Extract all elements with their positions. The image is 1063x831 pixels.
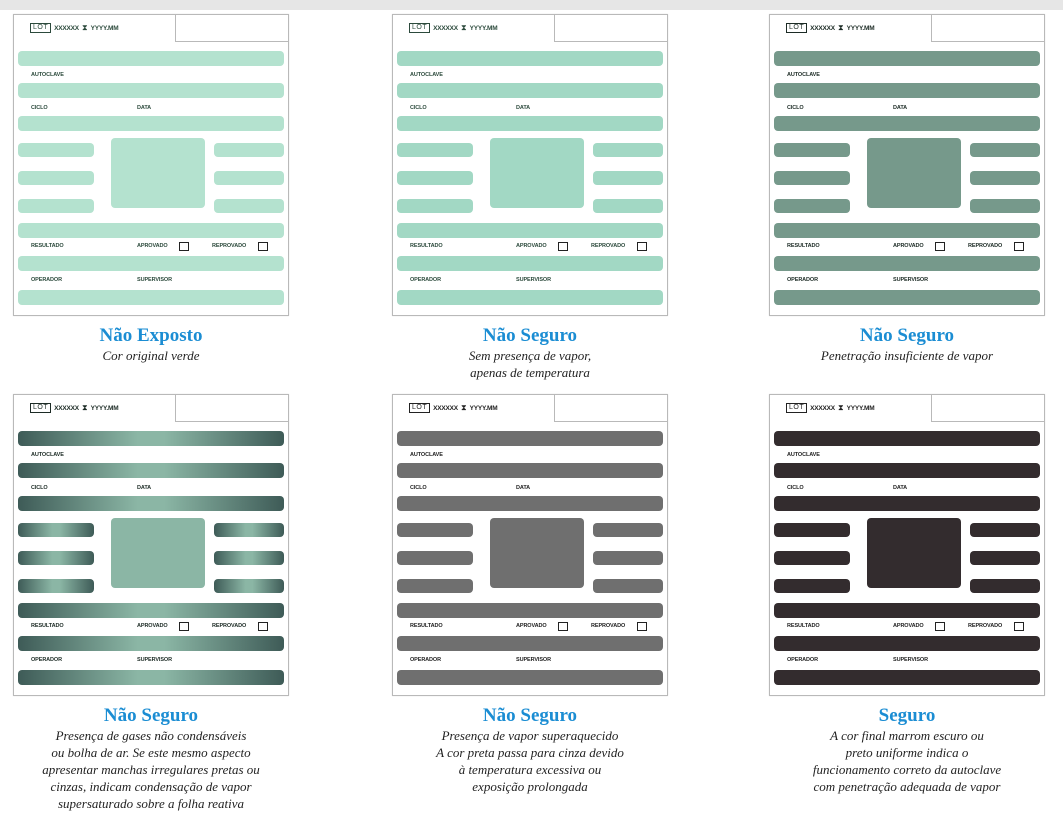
aprovado-checkbox[interactable] <box>179 622 189 631</box>
lot-label: LOT <box>409 23 430 33</box>
indicator-title: Não Seguro <box>482 325 578 346</box>
label-resultado: RESULTADO <box>31 243 64 249</box>
indicator-bar <box>18 223 284 238</box>
indicator-bar <box>18 171 94 185</box>
indicator-bar <box>18 579 94 593</box>
aprovado-checkbox[interactable] <box>179 242 189 251</box>
indicator-bar <box>18 636 284 651</box>
description-line: à temperatura excessiva ou <box>458 762 602 777</box>
indicator-bar <box>774 636 1040 651</box>
label-aprovado: APROVADO <box>137 623 168 629</box>
lot-row <box>30 403 118 413</box>
indicator-card <box>769 14 1045 316</box>
label-data: DATA <box>893 105 908 111</box>
description-line: supersaturado sobre a folha reativa <box>57 796 245 811</box>
description-line: preto uniforme indica o <box>845 745 969 760</box>
indicator-bar <box>397 143 473 157</box>
indicator-bar <box>774 223 1040 238</box>
lot-row <box>409 403 497 413</box>
indicator-patch <box>111 138 205 208</box>
lot-date: YYYY.MM <box>90 404 119 412</box>
indicator-bar <box>397 83 663 98</box>
label-supervisor: SUPERVISOR <box>516 277 551 283</box>
description-line: apresentar manchas irregulares pretas ou <box>42 762 260 777</box>
indicator-bar <box>774 603 1040 618</box>
indicator-bar <box>774 496 1040 511</box>
label-resultado: RESULTADO <box>787 243 820 249</box>
indicator-bar <box>774 51 1040 66</box>
label-operador: OPERADOR <box>410 277 441 283</box>
indicator-bar <box>18 551 94 565</box>
lot-row <box>786 403 874 413</box>
indicator-bar <box>18 51 284 66</box>
indicator-bar <box>18 431 284 446</box>
indicator-title: Não Seguro <box>859 325 955 346</box>
label-ciclo: CICLO <box>31 485 48 491</box>
indicator-title: Não Seguro <box>103 705 199 726</box>
indicator-bar <box>970 523 1040 537</box>
indicator-bar <box>397 603 663 618</box>
lot-date: YYYY.MM <box>846 404 875 412</box>
indicator-bar <box>970 579 1040 593</box>
indicator-title: Não Seguro <box>482 705 578 726</box>
label-ciclo: CICLO <box>787 105 804 111</box>
indicator-item <box>392 394 668 814</box>
indicator-bar <box>774 431 1040 446</box>
indicator-patch <box>490 138 584 208</box>
description-line: ou bolha de ar. Se este mesmo aspecto <box>51 745 251 760</box>
indicator-title: Seguro <box>878 705 936 726</box>
description-line: funcionamento correto da autoclave <box>812 762 1002 777</box>
label-resultado: RESULTADO <box>410 623 443 629</box>
lot-code: XXXXXX <box>54 404 79 412</box>
aprovado-checkbox[interactable] <box>558 622 568 631</box>
indicator-bar <box>397 290 663 305</box>
indicator-bar <box>970 199 1040 213</box>
description-line: Sem presença de vapor, <box>468 348 592 363</box>
indicator-bar <box>18 199 94 213</box>
indicator-title: Não Exposto <box>99 325 203 346</box>
description-line: cinzas, indicam condensação de vapor <box>50 779 252 794</box>
indicator-description <box>769 727 1045 795</box>
indicator-bar <box>774 199 850 213</box>
indicator-bar <box>18 143 94 157</box>
indicator-bar <box>397 579 473 593</box>
label-operador: OPERADOR <box>410 657 441 663</box>
lot-code: XXXXXX <box>433 24 458 32</box>
label-data: DATA <box>137 105 152 111</box>
indicator-bar <box>18 496 284 511</box>
indicator-item <box>13 14 289 434</box>
indicator-bar <box>397 670 663 685</box>
label-resultado: RESULTADO <box>31 623 64 629</box>
indicator-bar <box>774 290 1040 305</box>
indicator-bar <box>774 143 850 157</box>
indicator-bar <box>18 523 94 537</box>
label-supervisor: SUPERVISOR <box>516 657 551 663</box>
label-resultado: RESULTADO <box>787 623 820 629</box>
hourglass-icon: ⧗ <box>837 23 844 32</box>
label-data: DATA <box>137 485 152 491</box>
description-line: Penetração insuficiente de vapor <box>820 348 994 363</box>
indicator-bar <box>214 143 284 157</box>
indicator-bar <box>214 551 284 565</box>
label-reprovado: REPROVADO <box>591 243 626 249</box>
label-reprovado: REPROVADO <box>212 623 247 629</box>
lot-row <box>30 23 118 33</box>
indicator-item <box>769 394 1045 814</box>
label-resultado: RESULTADO <box>410 243 443 249</box>
indicator-description <box>392 727 668 795</box>
indicator-bar <box>970 171 1040 185</box>
indicator-bar <box>774 551 850 565</box>
indicator-bar <box>593 523 663 537</box>
label-autoclave: AUTOCLAVE <box>787 452 820 458</box>
lot-label: LOT <box>409 403 430 413</box>
lot-date: YYYY.MM <box>469 404 498 412</box>
label-data: DATA <box>516 485 531 491</box>
lot-label: LOT <box>30 23 51 33</box>
indicator-bar <box>970 143 1040 157</box>
lot-row <box>409 23 497 33</box>
description-line: com penetração adequada de vapor <box>813 779 1001 794</box>
indicator-bar <box>774 579 850 593</box>
label-autoclave: AUTOCLAVE <box>787 72 820 78</box>
label-supervisor: SUPERVISOR <box>893 277 928 283</box>
lot-date: YYYY.MM <box>90 24 119 32</box>
label-autoclave: AUTOCLAVE <box>410 72 443 78</box>
indicator-bar <box>214 199 284 213</box>
reprovado-checkbox[interactable] <box>637 242 647 251</box>
indicator-bar <box>397 496 663 511</box>
indicator-bar <box>774 463 1040 478</box>
hourglass-icon: ⧗ <box>837 403 844 412</box>
label-aprovado: APROVADO <box>516 623 547 629</box>
indicator-bar <box>593 551 663 565</box>
description-line: A cor final marrom escuro ou <box>830 728 984 743</box>
reprovado-checkbox[interactable] <box>258 622 268 631</box>
indicator-patch <box>490 518 584 588</box>
lot-code: XXXXXX <box>810 24 835 32</box>
indicator-card <box>13 394 289 696</box>
aprovado-checkbox[interactable] <box>935 622 945 631</box>
indicator-bar <box>397 116 663 131</box>
label-ciclo: CICLO <box>410 485 427 491</box>
label-ciclo: CICLO <box>410 105 427 111</box>
indicator-bar <box>397 171 473 185</box>
indicator-bar <box>214 579 284 593</box>
card-tab <box>554 14 668 42</box>
label-data: DATA <box>516 105 531 111</box>
indicator-bar <box>774 83 1040 98</box>
label-aprovado: APROVADO <box>893 623 924 629</box>
label-operador: OPERADOR <box>787 657 818 663</box>
top-strip <box>0 0 1063 10</box>
indicator-bar <box>397 51 663 66</box>
lot-code: XXXXXX <box>54 24 79 32</box>
indicator-bar <box>18 670 284 685</box>
lot-code: XXXXXX <box>433 404 458 412</box>
label-reprovado: REPROVADO <box>968 243 1003 249</box>
hourglass-icon: ⧗ <box>460 23 467 32</box>
card-tab <box>175 14 289 42</box>
lot-label: LOT <box>786 403 807 413</box>
lot-label: LOT <box>30 403 51 413</box>
label-reprovado: REPROVADO <box>212 243 247 249</box>
indicator-bar <box>774 256 1040 271</box>
aprovado-checkbox[interactable] <box>558 242 568 251</box>
aprovado-checkbox[interactable] <box>935 242 945 251</box>
indicator-patch <box>867 518 961 588</box>
indicator-card <box>392 394 668 696</box>
label-autoclave: AUTOCLAVE <box>31 452 64 458</box>
description-line: Cor original verde <box>102 348 200 363</box>
card-tab <box>931 394 1045 422</box>
indicator-bar <box>18 83 284 98</box>
indicator-description <box>769 347 1045 364</box>
lot-row <box>786 23 874 33</box>
label-operador: OPERADOR <box>31 277 62 283</box>
reprovado-checkbox[interactable] <box>258 242 268 251</box>
lot-label: LOT <box>786 23 807 33</box>
indicator-bar <box>774 670 1040 685</box>
indicator-bar <box>774 523 850 537</box>
label-aprovado: APROVADO <box>137 243 168 249</box>
indicator-description <box>13 347 289 364</box>
indicator-bar <box>397 523 473 537</box>
indicator-bar <box>397 551 473 565</box>
label-supervisor: SUPERVISOR <box>893 657 928 663</box>
indicator-item <box>13 394 289 814</box>
indicator-card <box>769 394 1045 696</box>
indicator-description <box>392 347 668 381</box>
indicator-bar <box>593 199 663 213</box>
label-reprovado: REPROVADO <box>968 623 1003 629</box>
description-line: exposição prolongada <box>472 779 588 794</box>
hourglass-icon: ⧗ <box>81 23 88 32</box>
label-reprovado: REPROVADO <box>591 623 626 629</box>
indicator-bar <box>397 199 473 213</box>
indicator-bar <box>18 603 284 618</box>
label-autoclave: AUTOCLAVE <box>31 72 64 78</box>
card-tab <box>554 394 668 422</box>
label-data: DATA <box>893 485 908 491</box>
indicator-bar <box>397 636 663 651</box>
description-line: A cor preta passa para cinza devido <box>436 745 624 760</box>
indicator-bar <box>593 579 663 593</box>
description-line: Presença de vapor superaquecido <box>441 728 619 743</box>
indicator-bar <box>397 463 663 478</box>
indicator-bar <box>397 256 663 271</box>
label-operador: OPERADOR <box>787 277 818 283</box>
description-line: Presença de gases não condensáveis <box>55 728 247 743</box>
lot-code: XXXXXX <box>810 404 835 412</box>
label-ciclo: CICLO <box>31 105 48 111</box>
reprovado-checkbox[interactable] <box>1014 622 1024 631</box>
indicator-description <box>13 727 289 812</box>
reprovado-checkbox[interactable] <box>637 622 647 631</box>
indicator-bar <box>18 290 284 305</box>
label-supervisor: SUPERVISOR <box>137 277 172 283</box>
label-autoclave: AUTOCLAVE <box>410 452 443 458</box>
hourglass-icon: ⧗ <box>81 403 88 412</box>
indicator-patch <box>111 518 205 588</box>
card-tab <box>175 394 289 422</box>
indicator-bar <box>593 171 663 185</box>
reprovado-checkbox[interactable] <box>1014 242 1024 251</box>
indicator-item <box>769 14 1045 434</box>
card-tab <box>931 14 1045 42</box>
lot-date: YYYY.MM <box>846 24 875 32</box>
indicator-bar <box>214 171 284 185</box>
label-aprovado: APROVADO <box>516 243 547 249</box>
description-line: apenas de temperatura <box>470 365 590 380</box>
indicator-bar <box>397 223 663 238</box>
indicator-card <box>13 14 289 316</box>
label-ciclo: CICLO <box>787 485 804 491</box>
indicator-bar <box>18 463 284 478</box>
indicator-card <box>392 14 668 316</box>
indicator-patch <box>867 138 961 208</box>
indicator-bar <box>18 256 284 271</box>
lot-date: YYYY.MM <box>469 24 498 32</box>
indicator-bar <box>970 551 1040 565</box>
indicator-bar <box>397 431 663 446</box>
indicator-bar <box>214 523 284 537</box>
hourglass-icon: ⧗ <box>460 403 467 412</box>
indicator-bar <box>593 143 663 157</box>
indicator-item <box>392 14 668 434</box>
label-aprovado: APROVADO <box>893 243 924 249</box>
label-supervisor: SUPERVISOR <box>137 657 172 663</box>
label-operador: OPERADOR <box>31 657 62 663</box>
indicator-bar <box>774 171 850 185</box>
indicator-bar <box>18 116 284 131</box>
indicator-bar <box>774 116 1040 131</box>
